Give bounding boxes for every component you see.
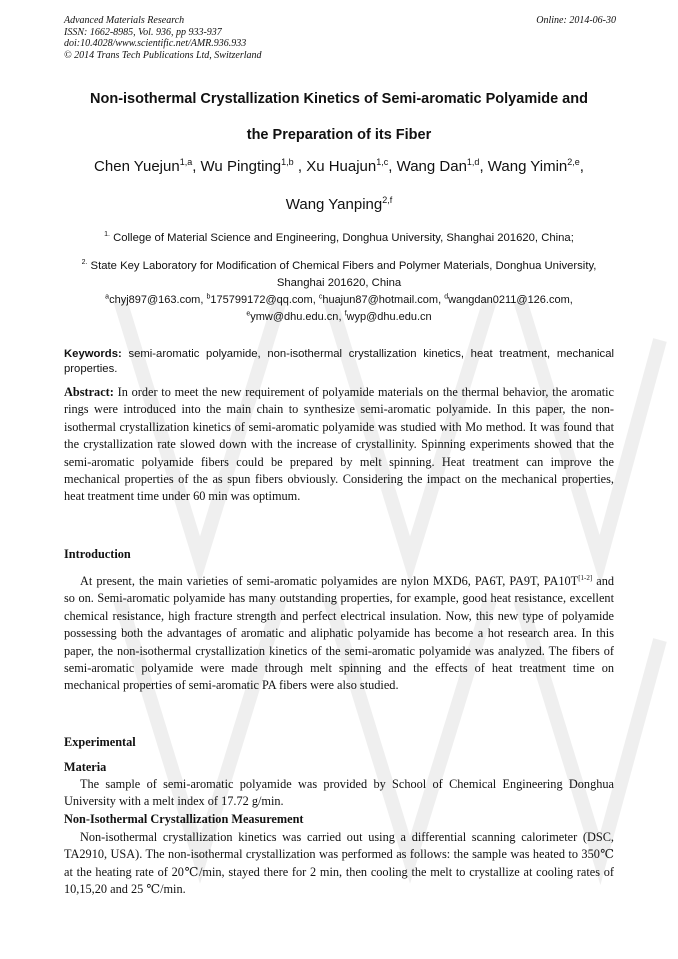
author-sup: 2,e (567, 157, 580, 167)
affiliation-2: $^{2.}$ State Key Laboratory for Modification of Chemical Fibers and Polymer Materials, Donghua University, Shanghai 201620, China (81, 259, 597, 289)
keywords-text: semi-aromatic polyamide, non-isothermal crystallization kinetics, heat treatment, mechanical properties. (64, 348, 614, 375)
paper-title-line-1: Non-isothermal Crystallization Kinetics of Semi-aromatic Polyamide and (90, 91, 588, 107)
abstract-section (64, 384, 614, 506)
paper-title-line-2: the Preparation of its Fiber (246, 127, 432, 143)
email-link[interactable]: wyp@dhu.edu.cn (346, 311, 432, 323)
abstract-text: In order to meet the new requirement of polyamide materials on the thermal behavior, the aromatic rings were introduced into the main chain to synthesize semi-aromatic polyamide. In this paper, the non-isothermal crystallization kinetics of semi-aromatic polyamide was studied with Mo method. It was found that the crystallization rate slowed down with the increase of crystallinity. Spinning experiments showed that the semi-aromatic polyamide fibers could be prepared by melt spinning. Heat treatment can improve the mechanical properties of the as spun fibers obviously. Considering the impact on the mechanical properties, heat treatment time under 60 min was optimum. (64, 385, 615, 504)
measurement-paragraph: Non-isothermal crystallization kinetics was carried out using a differential scanning calorimeter (DSC, TA2910, USA). The non-isothermal crystallization was performed as follows: the sample was heated to 350℃ at the heating rate of 20℃/min, stayed there for 2 min, then cooling the melt to crystallize at cooling rates of 10,15,20 and 25 ℃/min. (64, 830, 614, 897)
author-name: Wang Dan (396, 158, 467, 175)
email-link[interactable]: 175799172@qq.com (210, 294, 313, 306)
author-name: Wu Pingting (200, 158, 282, 175)
author-name: Xu Huajun (306, 158, 377, 175)
measurement-heading: Non-Isothermal Crystallization Measurement (64, 812, 304, 826)
doi-line: doi:10.4028/www.scientific.net/AMR.936.933 (64, 38, 247, 49)
abstract-label: Abstract: (64, 385, 114, 399)
experimental-heading: Experimental (64, 735, 136, 749)
email-link[interactable]: huajun87@hotmail.com (322, 294, 439, 306)
author-name: Chen Yuejun (94, 158, 180, 175)
journal-header (64, 15, 262, 61)
author-name: Wang Yimin (487, 158, 568, 175)
author-sup: 1,d (466, 157, 480, 167)
author-emails: $^a$chyj897@163.com, $^b$175799172@qq.com, $^c$huajun87@hotmail.com, $^d$wangdan0211@126.com, $^e$ymw@dhu.edu.cn, $^f$wyp@dhu.edu.cn (105, 293, 573, 323)
online-date: Online: 2014-06-30 (536, 15, 616, 26)
keywords-label: Keywords: (64, 348, 122, 360)
introduction-paragraph: At present, the main varieties of semi-aromatic polyamides are nylon MXD6, PA6T, PA9T, PA10T[1-2] and so on. Semi-aromatic polyamide has many outstanding properties, for example, good heat resistance, excellent chemical resistance, high fracture strength and perfect electrical insulation. Now, this new type of polyamide possessing both the advantages of aromatic and aliphatic polyamide has become a hot research area. In this paper, the non-isothermal crystallization kinetics of the semi-aromatic polyamide was analyzed. The fibers of semi-aromatic polyamide were made through melt spinning and the effects of heat treatment time on mechanical properties of semi-aromatic PA fibers were also studied. (64, 573, 614, 693)
author-sup: 1,b (281, 157, 294, 167)
citation: [1-2] (578, 573, 593, 582)
author-sup: 2,f (382, 195, 393, 205)
affiliation-1: $^{1.}$ College of Material Science and Engineering, Donghua University, Shanghai 201620, China; (104, 231, 574, 244)
author-list-line-1: Chen Yuejun$^{1,a}$, Wu Pingting$^{1,b}$ , Xu Huajun$^{1,c}$, Wang Dan$^{1,d}$, Wang Yimin$^{2,e}$, (94, 157, 584, 175)
materia-heading: Materia (64, 760, 107, 774)
author-name: Wang Yanping (285, 196, 383, 213)
copyright-line: © 2014 Trans Tech Publications Ltd, Switzerland (64, 49, 262, 61)
journal-name: Advanced Materials Research (64, 15, 185, 26)
materia-paragraph: The sample of semi-aromatic polyamide was provided by School of Chemical Engineering Donghua University with a melt index of 17.72 g/min. (64, 777, 614, 809)
author-list-line-2 (30, 196, 648, 213)
email-link[interactable]: ymw@dhu.edu.cn (250, 311, 339, 323)
author-sup: 1,c (376, 157, 389, 167)
introduction-heading: Introduction (64, 547, 131, 561)
author-sup: 1,a (179, 157, 193, 167)
email-link[interactable]: chyj897@163.com (109, 294, 201, 306)
email-link[interactable]: wangdan0211@126.com (448, 294, 570, 306)
issn-line: ISSN: 1662-8985, Vol. 936, pp 933-937 (64, 26, 222, 38)
keywords-section (64, 347, 614, 376)
